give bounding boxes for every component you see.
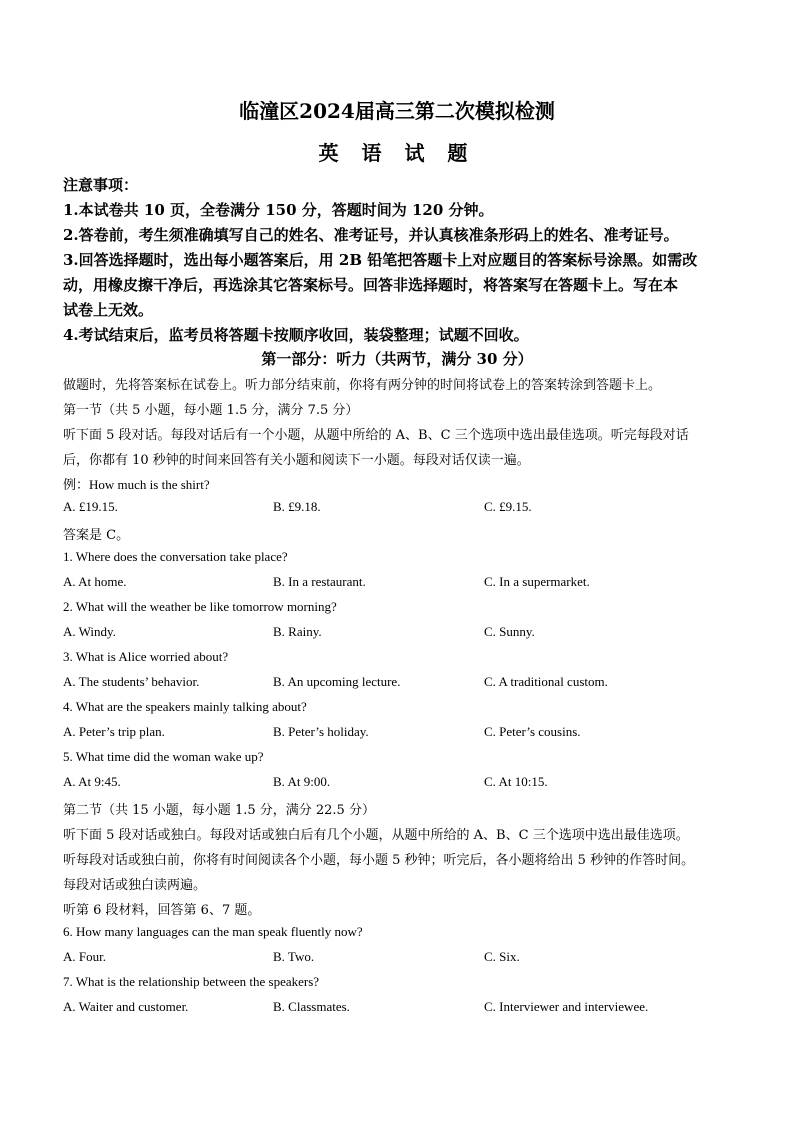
- material-6-heading: 听第 6 段材料，回答第 6、7 题。: [63, 903, 261, 918]
- q5-option-b: B. At 9:00.: [273, 774, 331, 789]
- q6-option-a: A. Four.: [63, 949, 106, 964]
- q3-option-b: B. An upcoming lecture.: [273, 674, 401, 689]
- note-1: 1.本试卷共 10 页，全卷满分 150 分，答题时间为 120 分钟。: [63, 201, 494, 219]
- q1-option-a: A. At home.: [63, 574, 127, 589]
- q1-option-c: C. In a supermarket.: [484, 574, 590, 589]
- question-4: 4. What are the speakers mainly talking about?: [63, 699, 307, 714]
- question-2: 2. What will the weather be like tomorrow morning?: [63, 599, 337, 614]
- q6-option-b: B. Two.: [273, 949, 315, 964]
- note-4: 4.考试结束后，监考员将答题卡按顺序收回，装袋整理；试题不回收。: [63, 326, 529, 344]
- example-question: 例：How much is the shirt?: [63, 477, 210, 492]
- q4-option-c: C. Peter’s cousins.: [484, 724, 581, 739]
- q4-option-a: A. Peter’s trip plan.: [63, 724, 165, 739]
- q7-option-b: B. Classmates.: [273, 999, 350, 1014]
- section1-desc-b: 后，你都有 10 秒钟的时间来回答有关小题和阅读下一小题。每段对话仅读一遍。: [63, 453, 530, 468]
- notes-heading: 注意事项：: [63, 176, 139, 194]
- q7-option-a: A. Waiter and customer.: [63, 999, 189, 1014]
- section1-title: 第一节（共 5 小题，每小题 1.5 分，满分 7.5 分）: [63, 403, 359, 418]
- exam-title: 临潼区2024届高三第二次模拟检测: [239, 99, 555, 123]
- question-6: 6. How many languages can the man speak fluently now?: [63, 924, 363, 939]
- note-3a: 3.回答选择题时，选出每小题答案后，用 2B 铅笔把答题卡上对应题目的答案标号涂黑。如需改: [63, 251, 698, 269]
- q3-option-c: C. A traditional custom.: [484, 674, 608, 689]
- example-option-a: A. £19.15.: [63, 499, 118, 514]
- q3-option-a: A. The students’ behavior.: [63, 674, 200, 689]
- q6-option-c: C. Six.: [484, 949, 520, 964]
- q4-option-b: B. Peter’s holiday.: [273, 724, 369, 739]
- question-1: 1. Where does the conversation take place?: [63, 549, 288, 564]
- q2-option-a: A. Windy.: [63, 624, 116, 639]
- q7-option-c: C. Interviewer and interviewee.: [484, 999, 649, 1014]
- note-2: 2.答卷前，考生须准确填写自己的姓名、准考证号，并认真核准条形码上的姓名、准考证号。: [63, 226, 679, 244]
- q2-option-b: B. Rainy.: [273, 624, 322, 639]
- q5-option-c: C. At 10:15.: [484, 774, 548, 789]
- example-option-b: B. £9.18.: [273, 499, 321, 514]
- section2-desc-c: 每段对话或独白读两遍。: [63, 878, 207, 893]
- example-answer: 答案是 C。: [63, 528, 130, 543]
- section1-desc-a: 听下面 5 段对话。每段对话后有一个小题，从题中所给的 A、B、C 三个选项中选出最佳选项。听完每段对话: [63, 428, 689, 443]
- question-5: 5. What time did the woman wake up?: [63, 749, 264, 764]
- section2-title: 第二节（共 15 小题，每小题 1.5 分，满分 22.5 分）: [63, 803, 375, 818]
- q1-option-b: B. In a restaurant.: [273, 574, 366, 589]
- part1-intro: 做题时，先将答案标在试卷上。听力部分结束前，你将有两分钟的时间将试卷上的答案转涂到答题卡上。: [63, 378, 662, 393]
- note-3b: 动，用橡皮擦干净后，再选涂其它答案标号。回答非选择题时，将答案写在答题卡上。写在本: [63, 276, 679, 294]
- q5-option-a: A. At 9:45.: [63, 774, 121, 789]
- part1-title: 第一部分：听力（共两节，满分 30 分）: [261, 350, 533, 368]
- example-option-c: C. £9.15.: [484, 499, 532, 514]
- exam-subtitle: 英 语 试 题: [318, 141, 476, 165]
- section2-desc-b: 听每段对话或独白前，你将有时间阅读各个小题，每小题 5 秒钟；听完后，各小题将给出 5 秒钟的作答时间。: [63, 853, 695, 868]
- note-3c: 试卷上无效。: [63, 301, 154, 319]
- question-3: 3. What is Alice worried about?: [63, 649, 229, 664]
- section2-desc-a: 听下面 5 段对话或独白。每段对话或独白后有几个小题，从题中所给的 A、B、C 三个选项中选出最佳选项。: [63, 828, 689, 843]
- question-7: 7. What is the relationship between the speakers?: [63, 974, 320, 989]
- q2-option-c: C. Sunny.: [484, 624, 535, 639]
